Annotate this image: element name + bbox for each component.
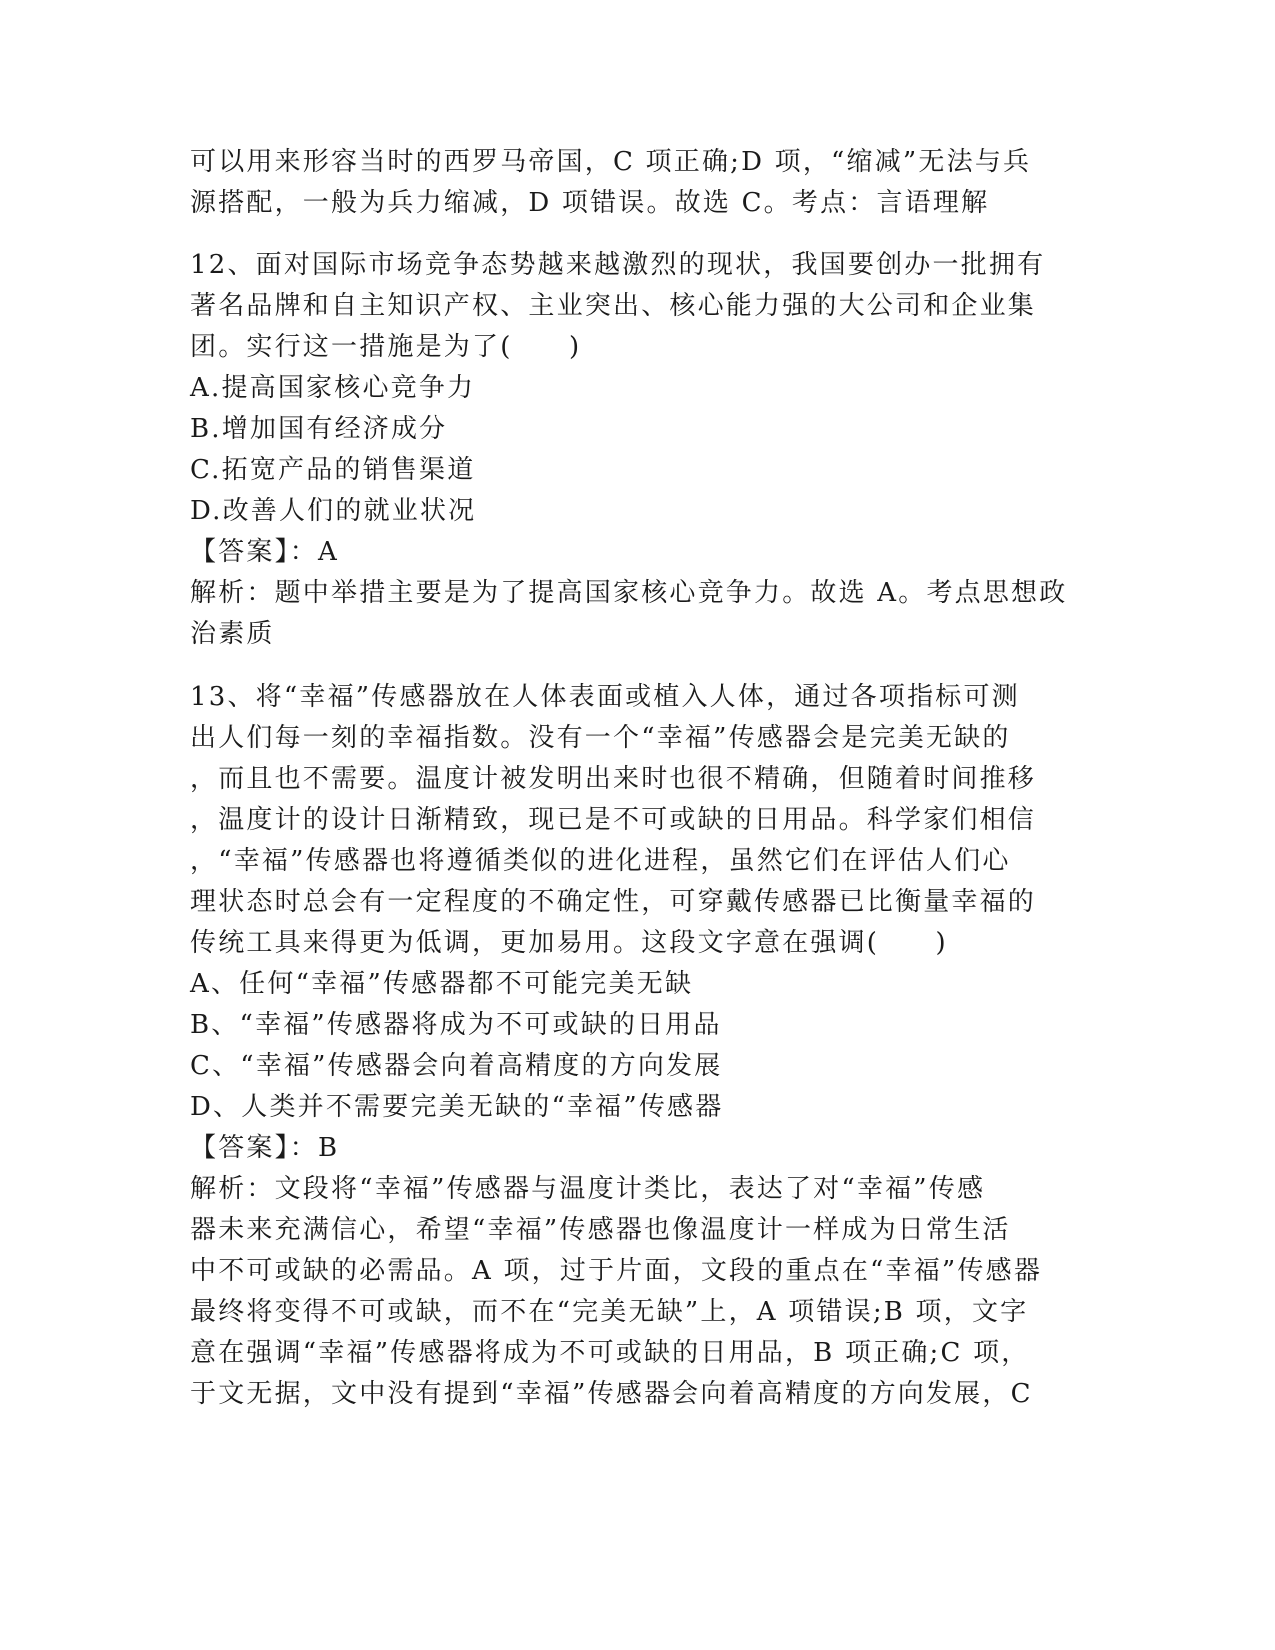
q13-stem-line: 理状态时总会有一定程度的不确定性，可穿戴传感器已比衡量幸福的 [190, 887, 1037, 917]
q12-option-d: D.改善人们的就业状况 [190, 496, 477, 526]
q13-stem-line: ，而且也不需要。温度计被发明出来时也很不精确，但随着时间推移 [190, 764, 1037, 794]
q12-analysis-line: 解析：题中举措主要是为了提高国家核心竞争力。故选 A。考点思想政 [190, 578, 1068, 608]
q12-option-b: B.增加国有经济成分 [190, 414, 448, 444]
q13-option-c: C、“幸福”传感器会向着高精度的方向发展 [190, 1051, 723, 1081]
q12-stem-line: 著名品牌和自主知识产权、主业突出、核心能力强的大公司和企业集 [190, 291, 1037, 321]
q13-option-d: D、人类并不需要完美无缺的“幸福”传感器 [190, 1092, 724, 1122]
q13-analysis-line: 解析：文段将“幸福”传感器与温度计类比，表达了对“幸福”传感 [190, 1174, 986, 1204]
q13-stem-line: 传统工具来得更为低调，更加易用。这段文字意在强调( ) [190, 928, 948, 958]
q13-analysis-line: 器未来充满信心，希望“幸福”传感器也像温度计一样成为日常生活 [190, 1215, 1011, 1245]
q13-option-b: B、“幸福”传感器将成为不可或缺的日用品 [190, 1010, 722, 1040]
q13-stem-line: ，“幸福”传感器也将遵循类似的进化进程，虽然它们在评估人们心 [190, 846, 1011, 876]
q13-analysis-line: 意在强调“幸福”传感器将成为不可或缺的日用品，B 项正确;C 项， [190, 1338, 1030, 1368]
q12-stem-line: 团。实行这一措施是为了( ) [190, 332, 582, 362]
q13-analysis-line: 于文无据，文中没有提到“幸福”传感器会向着高精度的方向发展，C [190, 1379, 1033, 1409]
q13-analysis-line: 最终将变得不可或缺，而不在“完美无缺”上，A 项错误;B 项，文字 [190, 1297, 1029, 1327]
q13-stem-line: 13、将“幸福”传感器放在人体表面或植入人体，通过各项指标可测 [190, 682, 1020, 712]
q13-answer: 【答案】：B [190, 1133, 340, 1163]
q12-option-a: A.提高国家核心竞争力 [190, 373, 476, 403]
q12-stem-line: 12、面对国际市场竞争态势越来越激烈的现状，我国要创办一批拥有 [190, 250, 1046, 280]
q12-analysis-line: 治素质 [190, 619, 275, 649]
q13-stem-line: 出人们每一刻的幸福指数。没有一个“幸福”传感器会是完美无缺的 [190, 723, 1011, 753]
q13-analysis-line: 中不可或缺的必需品。A 项，过于片面，文段的重点在“幸福”传感器 [190, 1256, 1043, 1286]
q12-option-c: C.拓宽产品的销售渠道 [190, 455, 476, 485]
q13-stem-line: ，温度计的设计日渐精致，现已是不可或缺的日用品。科学家们相信 [190, 805, 1037, 835]
q13-option-a: A、任何“幸福”传感器都不可能完美无缺 [190, 969, 694, 999]
continuation-line: 源搭配，一般为兵力缩减，D 项错误。故选 C。考点：言语理解 [190, 188, 990, 218]
q12-answer: 【答案】：A [190, 537, 339, 567]
continuation-line: 可以用来形容当时的西罗马帝国，C 项正确;D 项，“缩减”无法与兵 [190, 147, 1032, 177]
